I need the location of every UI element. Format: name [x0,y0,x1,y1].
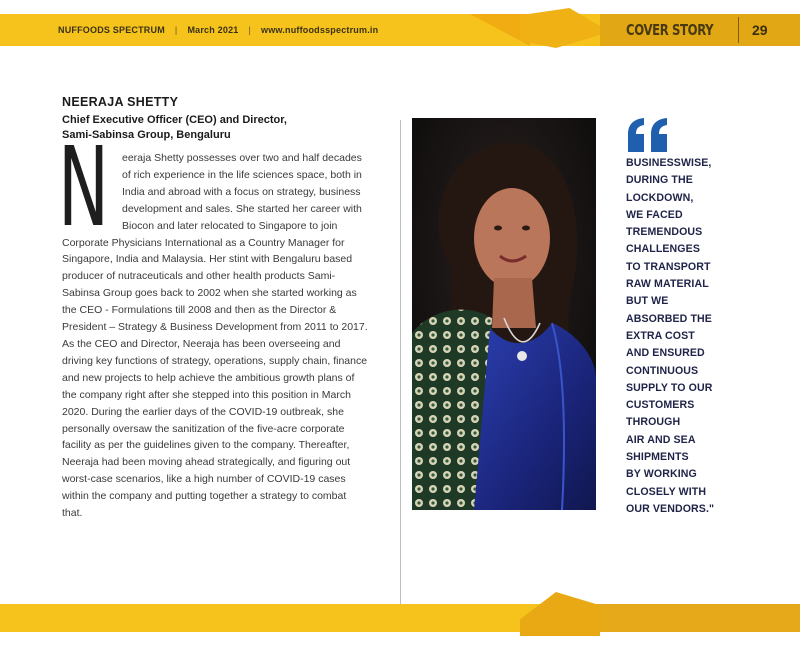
pull-quote-line: CHALLENGES [626,243,700,256]
header-separator: | [248,25,252,35]
portrait-illustration [412,118,596,510]
drop-cap-space [62,150,122,234]
pull-quote-line: BUT WE [626,295,669,308]
pull-quote-line: TO TRANSPORT [626,260,711,273]
header-separator: | [174,25,178,35]
article-body-text: eeraja Shetty possesses over two and half decades of rich experience in the life sciences space, both in India and abroad with a focus on strategy, business development and sales. She started her career with Biocon and later relocated to Singapore to join Corporate Physicians International as a Country Manager for Singapore, India and Malaysia. Her stint with Bengaluru based producer of nutraceuticals and other health products Sami-Sabinsa Group goes back to 2002 when she started working as the CEO - Formulations till 2008 and then as the Director & President – Strategy & Business Development from 2011 to 2017. As the CEO and Director, Neeraja has been overseeing and driving key functions of strategy, operations, supply chain, finance and new projects to help achieve the ambitious growth plans of the company right after she stepped into this position in March 2020. During the earlier days of the COVID-19 outbreak, she personally oversaw the sanitization of the five-acre corporate facility as per the guidelines given to the company. Thereafter, Neeraja had been moving ahead strategically, and figuring out worst-case scenarios, like a high number of COVID-19 cases within the company and putting together a strategy to combat that. [62,152,368,520]
pull-quote-line: LOCKDOWN, [626,191,694,204]
pull-quote-line: AIR AND SEA [626,433,696,446]
website-link[interactable]: www.nuffoodsspectrum.in [261,25,379,35]
profile-title-line: Sami-Sabinsa Group, Bengaluru [62,129,231,141]
pull-quote-line: DURING THE [626,174,693,187]
pull-quote-line: THROUGH [626,416,681,429]
pull-quote-line: EXTRA COST [626,329,695,342]
column-divider [400,120,401,610]
profile-title-line: Chief Executive Officer (CEO) and Director, [62,114,287,126]
pull-quote-line: CUSTOMERS [626,399,695,412]
magazine-name: NUFFOODS SPECTRUM [58,25,165,35]
quote-open-icon [626,118,670,152]
pull-quote-line: BUSINESSWISE, [626,157,712,169]
drop-cap: N [58,123,110,251]
pull-quote-line: TREMENDOUS [626,226,703,239]
section-label: COVER STORY [626,21,714,39]
issue-date: March 2021 [187,25,239,35]
pull-quote-line: OUR VENDORS." [626,502,715,515]
pull-quote-line: ABSORBED THE [626,312,712,325]
header-meta [58,14,378,46]
pull-quote-line: RAW MATERIAL [626,278,709,291]
portrait-photo [412,118,596,510]
footer-arrow-decoration [520,592,600,636]
pull-quote-line: CONTINUOUS [626,364,699,377]
pull-quote-line: SHIPMENTS [626,451,689,464]
pull-quote-line: AND ENSURED [626,347,705,360]
pull-quote-line: CLOSELY WITH [626,485,707,498]
page-number: 29 [752,22,768,38]
pull-quote-line: WE FACED [626,208,683,221]
header-divider [738,17,739,43]
pull-quote-line: SUPPLY TO OUR [626,381,713,394]
pull-quote-line: BY WORKING [626,468,697,481]
pull-quote [626,155,776,518]
profile-name: NEERAJA SHETTY [62,95,179,109]
article-body [62,150,368,600]
